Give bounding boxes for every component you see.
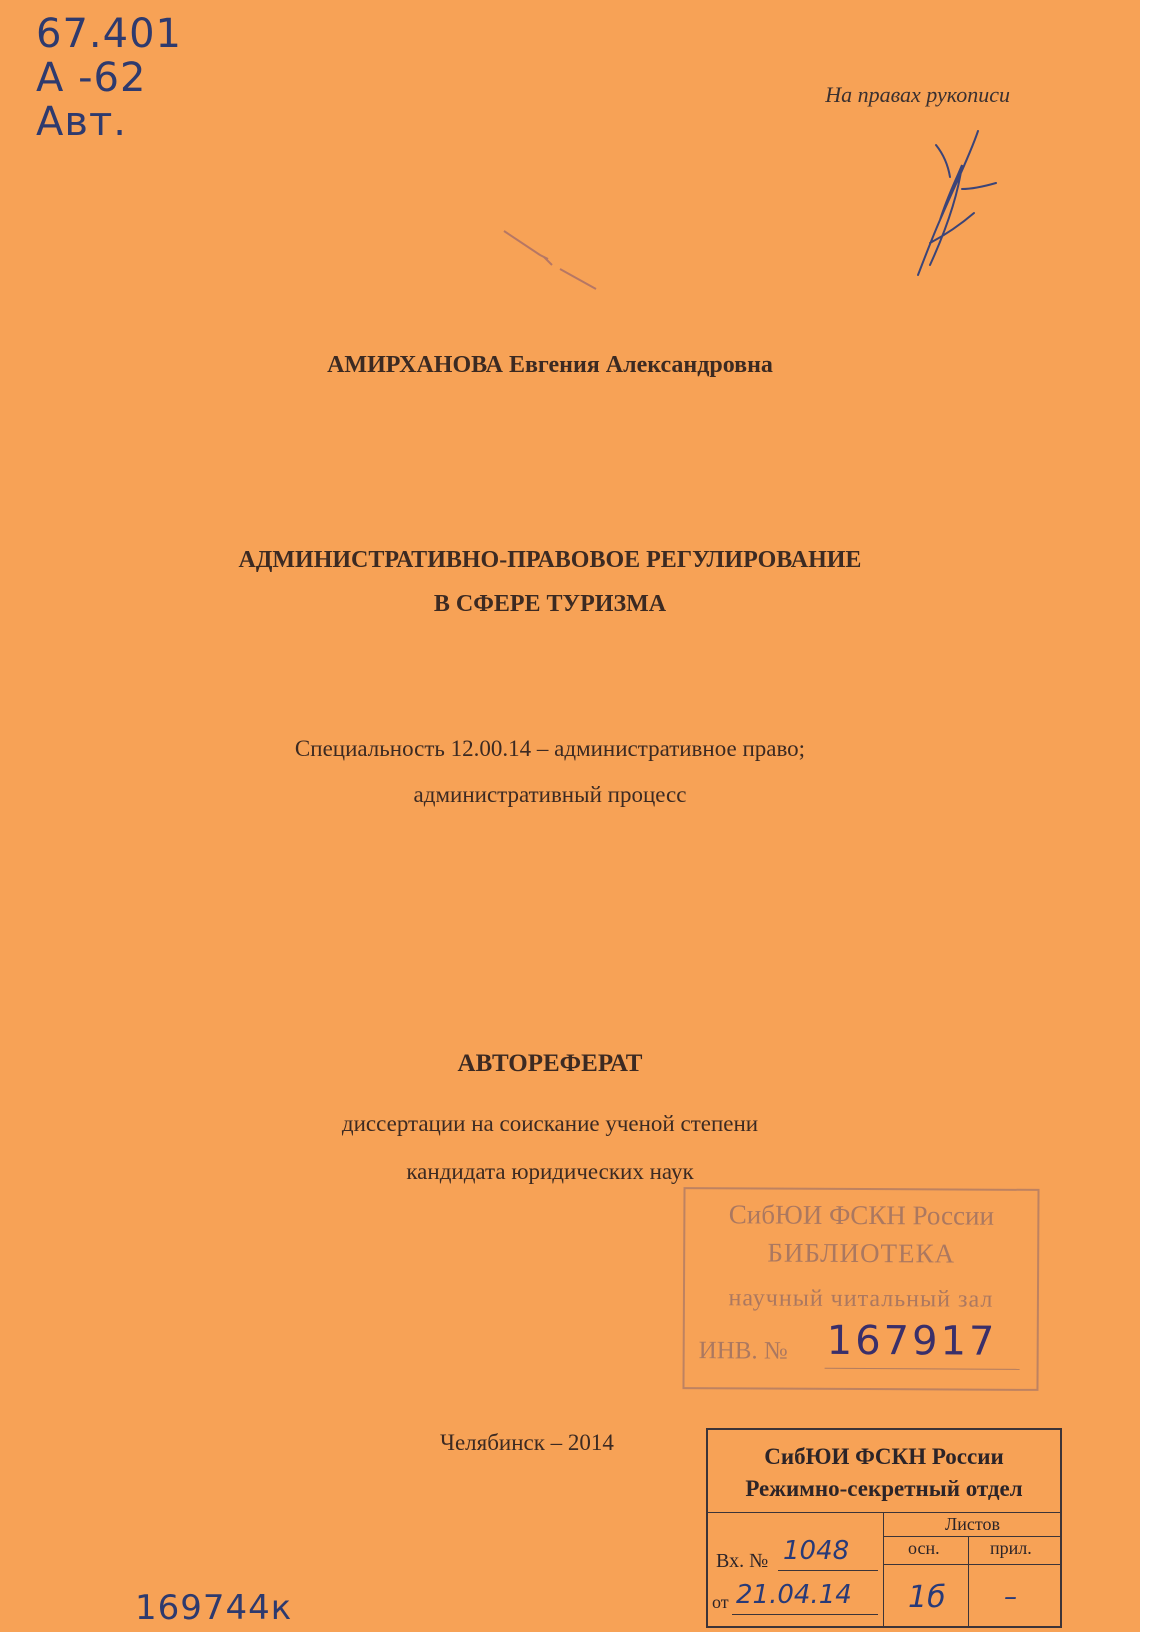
- title-line: АДМИНИСТРАТИВНО-ПРАВОВОЕ РЕГУЛИРОВАНИЕ: [238, 547, 862, 573]
- abstract-line: кандидата юридических наук: [406, 1159, 694, 1184]
- handwritten-line: 67.401: [36, 11, 182, 57]
- abstract-label: АВТОРЕФЕРАТ: [457, 1050, 643, 1077]
- specialty-line: административный процесс: [413, 782, 687, 807]
- specialty: [0, 726, 1100, 818]
- incoming-label: Вх. №: [716, 1550, 769, 1572]
- stamp-divider: [883, 1536, 1060, 1537]
- main-sheets-value: 1б: [908, 1580, 946, 1615]
- stamp-divider: [732, 1614, 878, 1615]
- page-margin: [1140, 0, 1152, 1632]
- abstract-line: диссертации на соискание ученой степени: [341, 1111, 759, 1136]
- dept-stamp-line: СибЮИ ФСКН России: [764, 1444, 1004, 1469]
- stamp-divider: [708, 1512, 1060, 1513]
- handwritten-line: Авт.: [36, 99, 127, 145]
- abstract-description: [0, 1100, 1100, 1196]
- handwritten-inventory: 169744к: [135, 1588, 293, 1628]
- date-value: 21.04.14: [736, 1580, 852, 1610]
- inventory-underline: [825, 1368, 1020, 1370]
- specialty-line: Специальность 12.00.14 – административное право;: [294, 736, 806, 761]
- library-stamp-line: БИБЛИОТЕКА: [767, 1237, 956, 1269]
- document-title: [0, 538, 1100, 626]
- secret-dept-stamp: [706, 1428, 1062, 1628]
- handwritten-line: А -62: [36, 55, 147, 101]
- incoming-number: 1048: [783, 1536, 850, 1566]
- dept-stamp-line: Режимно-секретный отдел: [745, 1476, 1023, 1501]
- handwritten-classification: [36, 12, 182, 144]
- ink-mark-icon: [500, 225, 600, 295]
- library-stamp-line: научный читальный зал: [728, 1285, 994, 1313]
- date-label: от: [712, 1592, 729, 1612]
- stamp-divider: [883, 1564, 1060, 1565]
- library-stamp-line: СибЮИ ФСКН России: [728, 1199, 995, 1231]
- author-name: АМИРХАНОВА Евгения Александровна: [327, 352, 773, 378]
- main-label: осн.: [908, 1538, 940, 1558]
- rights-notice: На правах рукописи: [825, 82, 1010, 107]
- attach-sheets-value: –: [1004, 1582, 1017, 1612]
- sheets-label: Листов: [945, 1514, 1000, 1534]
- city-year: Челябинск – 2014: [440, 1430, 614, 1455]
- inventory-number: 167917: [826, 1317, 998, 1365]
- stamp-divider: [778, 1570, 878, 1571]
- inventory-label: ИНВ. №: [698, 1337, 788, 1365]
- title-line: В СФЕРЕ ТУРИЗМА: [433, 591, 667, 617]
- library-stamp: [682, 1187, 1039, 1391]
- signature-icon: [900, 125, 1010, 285]
- stamp-divider: [968, 1536, 969, 1626]
- attach-label: прил.: [990, 1538, 1032, 1558]
- stamp-divider: [883, 1512, 884, 1626]
